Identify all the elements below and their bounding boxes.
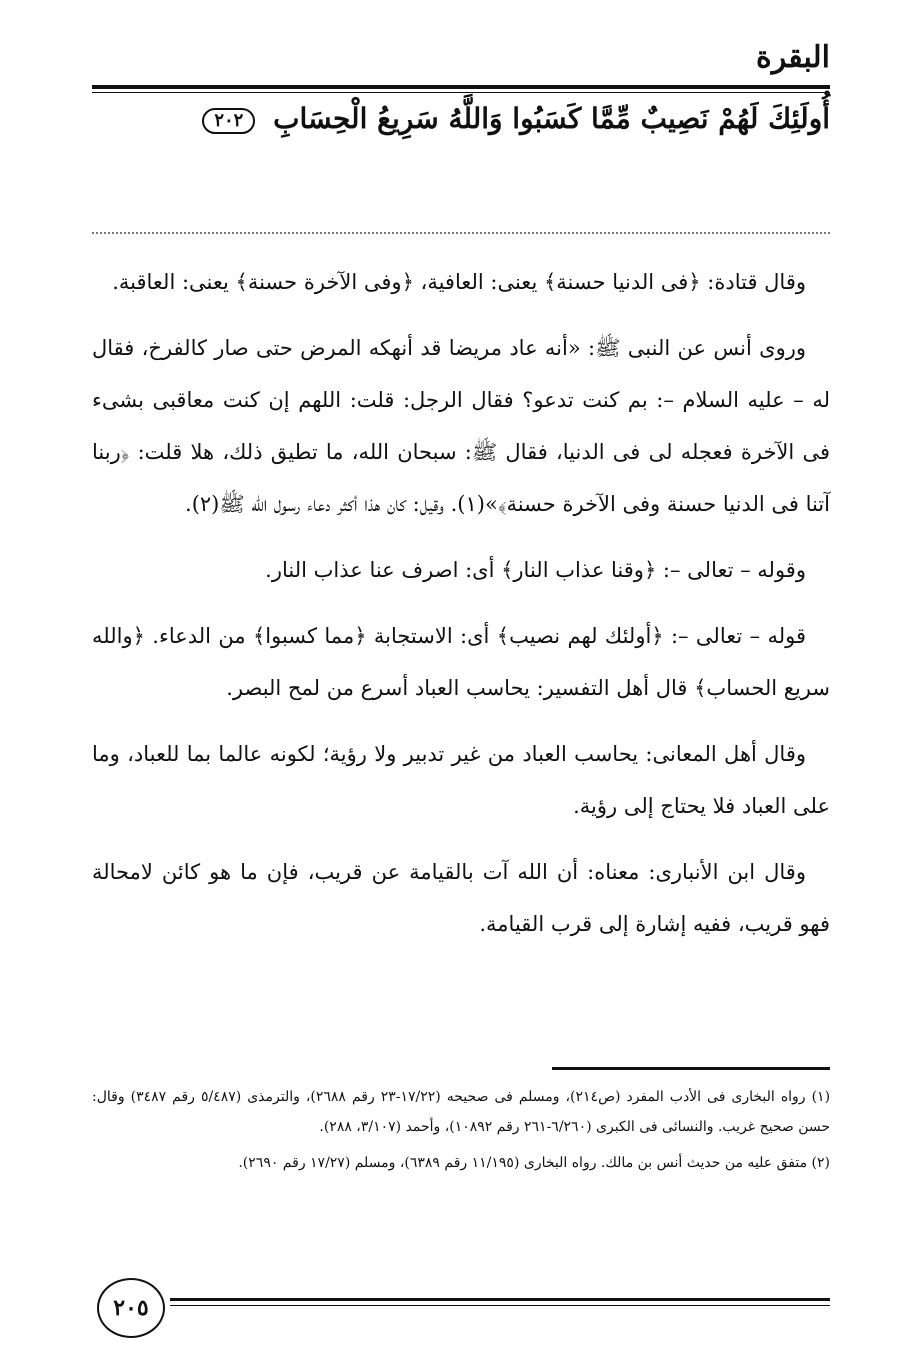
page-number: ٢٠٥ [97, 1278, 165, 1338]
footnote-separator [552, 1067, 830, 1070]
verse-separator [92, 232, 830, 234]
header-rule-thin [92, 92, 830, 93]
paragraph: وقال أهل المعانى: يحاسب العباد من غير تدبير ولا رؤية؛ لكونه عالما بما للعباد، وما على العباد فلا يحتاج إلى رؤية. [92, 742, 830, 818]
paragraph: قوله – تعالى –: ﴿أولئك لهم نصيب﴾ أى: الاستجابة ﴿مما كسبوا﴾ من الدعاء. ﴿والله سريع الحساب﴾ قال أهل التفسير: يحاسب العباد أسرع من لمح البصر. [92, 624, 830, 700]
paragraph: وقوله – تعالى –: ﴿وقنا عذاب النار﴾ أى: اصرف عنا عذاب النار. [265, 558, 806, 582]
paragraph: وقال ابن الأنبارى: معناه: أن الله آت بالقيامة عن قريب، فإن ما هو كائن لامحالة فهو قريب، ففيه إشارة إلى قرب القيامة. [92, 860, 830, 936]
footnote: (٢) متفق عليه من حديث أنس بن مالك. رواه البخارى (١١/١٩٥ رقم ٦٣٨٩)، ومسلم (١٧/٢٧ رقم ٢٦٩٠). [238, 1155, 830, 1171]
footnotes [92, 1082, 830, 1184]
paragraph: وروى أنس عن النبى ﷺ: «أنه عاد مريضا قد أنهكه المرض حتى صار كالفرخ، فقال له – عليه السلام –: بم كنت تدعو؟ فقال الرجل: قلت: اللهم إن كنت معاقبى بشىء فى الآخرة فعجله لى فى الدنيا، فقال ﷺ: سبحان الله، ما تطيق ذلك، هلا قلت: ﴿ربنا آتنا فى الدنيا حسنة وفى الآخرة حسنة﴾»(١). وقيل: كان هذا أكثر دعاء رسول الله ﷺ(٢). [92, 336, 830, 516]
chapter-title: البقرة [756, 40, 830, 75]
footnote: (١) رواه البخارى فى الأدب المفرد (ص٢١٤)، ومسلم فى صحيحه (١٧/٢٢-٢٣ رقم ٢٦٨٨)، والترمذى (٥/٤٨٧ رقم ٣٤٨٧) وقال: حسن صحيح غريب. والنسائى فى الكبرى (٦/٢٦٠-٢٦١ رقم ١٠٨٩٢)، وأحمد (٣/١٠٧، ٢٨٨). [92, 1089, 831, 1135]
verse-line [92, 102, 830, 135]
footer-rule [170, 1298, 830, 1306]
paragraph: وقال قتادة: ﴿فى الدنيا حسنة﴾ يعنى: العافية، ﴿وفى الآخرة حسنة﴾ يعنى: العاقبة. [112, 270, 806, 294]
verse-text: أُولَئِكَ لَهُمْ نَصِيبٌ مِّمَّا كَسَبُوا وَاللَّهُ سَرِيعُ الْحِسَابِ [273, 102, 830, 135]
verse-number-badge: ٢٠٢ [202, 108, 255, 134]
header-rule-thick [92, 85, 830, 89]
commentary-body [92, 256, 830, 964]
